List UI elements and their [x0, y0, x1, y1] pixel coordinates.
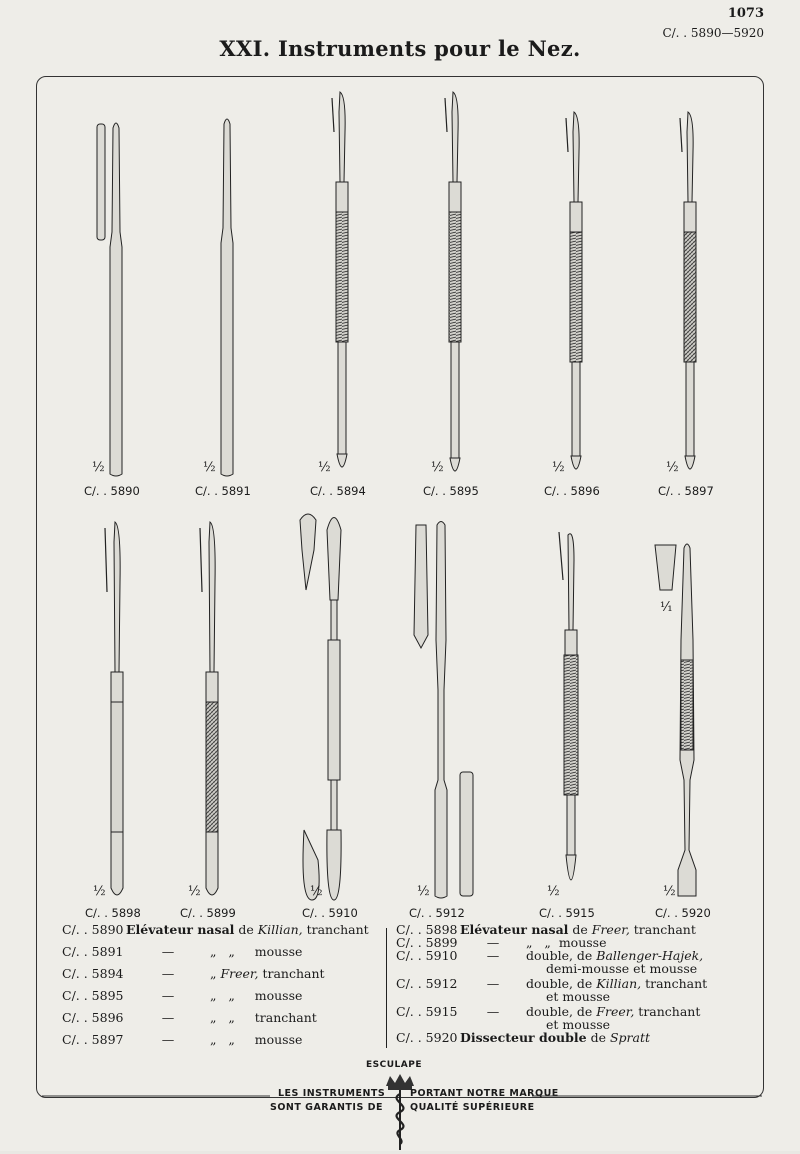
instrument-5915-profile [559, 532, 563, 580]
legend-row [62, 988, 302, 1003]
legend-dash: — [486, 976, 500, 991]
instrument-5910-spoon-detail [300, 514, 316, 590]
full-scale-mark: ¹⁄₁ [660, 600, 673, 615]
legend-italic: Killian, [596, 976, 642, 991]
legend-dash: — [486, 948, 500, 963]
legend-italic: Freer, [220, 966, 259, 981]
instrument-5897-handle [684, 232, 696, 362]
instrument-5912 [435, 522, 447, 899]
instrument-5895 [452, 92, 458, 182]
instrument-5891 [221, 119, 233, 476]
instrument-5896 [573, 112, 579, 202]
instrument-5897-shaft [686, 362, 694, 456]
legend-num: C/. . 5897 [62, 1032, 124, 1047]
instrument-5912-blade-detail [414, 525, 428, 648]
figure-label: C/. . 5894 [310, 484, 366, 498]
legend-dash: — [161, 1032, 175, 1047]
scale-mark: ½ [310, 884, 323, 899]
legend-tail: tranchant [258, 966, 325, 981]
instrument-5895-collar [449, 182, 461, 212]
legend-text: de [234, 922, 258, 937]
legend-bold: Elévateur nasal [126, 922, 235, 937]
scale-mark: ½ [93, 884, 106, 899]
instrument-5894-shaft [338, 342, 346, 454]
legend-text: double, de [526, 976, 597, 991]
figure-label: C/. . 5896 [544, 484, 600, 498]
instrument-5910-spoon-top [327, 518, 341, 601]
instrument-5895-profile [445, 98, 447, 132]
legend-row-continuation: et mousse [546, 1017, 611, 1032]
instrument-5899-handle [206, 702, 218, 832]
footer-rule [42, 1094, 762, 1098]
catalog-range: C/. . 5890—5920 [662, 26, 764, 40]
instrument-5894-handle [336, 212, 348, 342]
page-title: XXI. Instruments pour le Nez. [219, 36, 581, 61]
instrument-5895-handle [449, 212, 461, 342]
legend-text: „ „ mousse [210, 1032, 303, 1047]
page-number: 1073 [727, 6, 764, 21]
legend-text: de [568, 922, 592, 937]
instrument-5912-end-detail [460, 772, 473, 896]
scale-mark: ½ [666, 460, 679, 475]
legend-num: C/. . 5896 [62, 1010, 124, 1025]
legend-bold: Elévateur nasal [460, 922, 569, 937]
figure-label: C/. . 5910 [302, 906, 358, 920]
legend-italic: Ballenger-Hajek, [596, 948, 704, 963]
instrument-5899-profile [200, 528, 202, 592]
legend-dash: — [161, 1010, 175, 1025]
instrument-5897-collar [684, 202, 696, 232]
instrument-5899-end [206, 832, 218, 895]
scale-mark: ½ [417, 884, 430, 899]
legend-tail: tranchant [302, 922, 369, 937]
instrument-5910-spoon-bottom [327, 830, 341, 900]
instrument-5910-neck-lower [331, 780, 337, 830]
legend-text: double, de [526, 948, 597, 963]
legend-row-continuation: et mousse [546, 989, 611, 1004]
caduceus-crown-logo [382, 1074, 418, 1154]
instrument-5894-profile [332, 98, 334, 132]
scale-mark: ½ [552, 460, 565, 475]
legend-row [62, 944, 302, 959]
instrument-5896-shaft [572, 362, 580, 456]
scale-mark: ½ [663, 884, 676, 899]
scale-mark: ½ [203, 460, 216, 475]
instrument-5898 [114, 522, 120, 672]
instrument-5897-tip [685, 456, 695, 469]
legend-tail: tranchant [629, 922, 696, 937]
instrument-5910-neck [331, 600, 337, 640]
scale-mark: ½ [547, 884, 560, 899]
legend-dash: — [486, 1004, 500, 1019]
footer-right-line-1: PORTANT NOTRE MARQUE [410, 1088, 559, 1099]
instrument-5915-tip [566, 855, 576, 880]
legend-row [62, 966, 325, 981]
figure-label: C/. . 5891 [195, 484, 251, 498]
instrument-5895-tip [450, 458, 460, 471]
footer-left-line-2: SONT GARANTIS DE [270, 1102, 383, 1113]
instrument-5915 [568, 534, 574, 630]
instrument-5895-shaft [451, 342, 459, 458]
legend-italic: Freer, [591, 922, 630, 937]
instrument-5890 [110, 123, 122, 476]
footer-right-line-2: QUALITÉ SUPÉRIEURE [410, 1102, 535, 1113]
legend-row-continuation: demi-mousse et mousse [546, 961, 698, 976]
legend-num: C/. . 5890 [62, 922, 124, 937]
instrument-5896-collar [570, 202, 582, 232]
legend-num: C/. . 5899 [396, 935, 458, 950]
instrument-5915-shaft [567, 795, 575, 855]
figure-label: C/. . 5897 [658, 484, 714, 498]
instrument-5920-grip [681, 660, 693, 750]
instrument-5896-profile [566, 118, 568, 152]
legend-text: „ [210, 966, 221, 981]
legend-italic: Killian, [257, 922, 303, 937]
brand-name: ESCULAPE [366, 1060, 422, 1070]
legend-bold: Dissecteur double [460, 1030, 587, 1045]
legend-num: C/. . 5915 [396, 1004, 458, 1019]
scale-mark: ½ [318, 460, 331, 475]
instrument-5894-collar [336, 182, 348, 212]
legend-row [62, 1032, 302, 1047]
instrument-5898-end [111, 832, 123, 895]
legend-num: C/. . 5894 [62, 966, 124, 981]
legend-tail: tranchant [634, 1004, 701, 1019]
instrument-5898-handle [111, 702, 123, 832]
legend-row [62, 1010, 317, 1025]
scale-mark: ½ [92, 460, 105, 475]
instrument-5897 [687, 112, 693, 202]
figure-label: C/. . 5915 [539, 906, 595, 920]
instrument-5899 [209, 522, 215, 672]
instrument-5898-profile [105, 528, 107, 592]
legend-dash: — [161, 944, 175, 959]
instrument-5896-tip [571, 456, 581, 469]
figure-label: C/. . 5895 [423, 484, 479, 498]
figure-label: C/. . 5890 [84, 484, 140, 498]
legend-divider [386, 928, 387, 1048]
legend-num: C/. . 5898 [396, 922, 458, 937]
scale-mark: ½ [188, 884, 201, 899]
legend-dash: — [486, 935, 500, 950]
instrument-5910-handle [328, 640, 340, 780]
legend-italic: Freer, [596, 1004, 635, 1019]
legend-text: double, de [526, 1004, 597, 1019]
instrument-5890-detail [97, 124, 105, 240]
footer-left-line-1: LES INSTRUMENTS [278, 1088, 386, 1099]
instrument-5894 [339, 92, 345, 182]
instrument-5915-collar [565, 630, 577, 655]
legend-text: de [586, 1030, 610, 1045]
figure-label: C/. . 5899 [180, 906, 236, 920]
legend-num: C/. . 5912 [396, 976, 458, 991]
legend-dash: — [161, 966, 175, 981]
legend-text: „ „ mousse [210, 944, 303, 959]
instrument-5897-profile [680, 118, 682, 152]
legend-num: C/. . 5891 [62, 944, 124, 959]
instrument-5896-handle [570, 232, 582, 362]
instrument-5894-tip [337, 454, 347, 467]
legend-italic: Spratt [609, 1030, 650, 1045]
legend-tail: tranchant [641, 976, 708, 991]
legend-row [62, 922, 369, 937]
instrument-5899-collar [206, 672, 218, 702]
legend-text: „ „ tranchant [210, 1010, 317, 1025]
legend-row [396, 1030, 650, 1045]
figure-label: C/. . 5912 [409, 906, 465, 920]
legend-text: „ „ mousse [210, 988, 303, 1003]
instrument-5898-collar [111, 672, 123, 702]
instrument-5915-handle [564, 655, 578, 795]
legend-num: C/. . 5920 [396, 1030, 458, 1045]
instrument-5920-blade-detail [655, 545, 676, 590]
legend-num: C/. . 5910 [396, 948, 458, 963]
legend-num: C/. . 5895 [62, 988, 124, 1003]
figure-label: C/. . 5920 [655, 906, 711, 920]
legend-text: „ „ mousse [526, 935, 607, 950]
figure-label: C/. . 5898 [85, 906, 141, 920]
legend-dash: — [161, 988, 175, 1003]
scale-mark: ½ [431, 460, 444, 475]
